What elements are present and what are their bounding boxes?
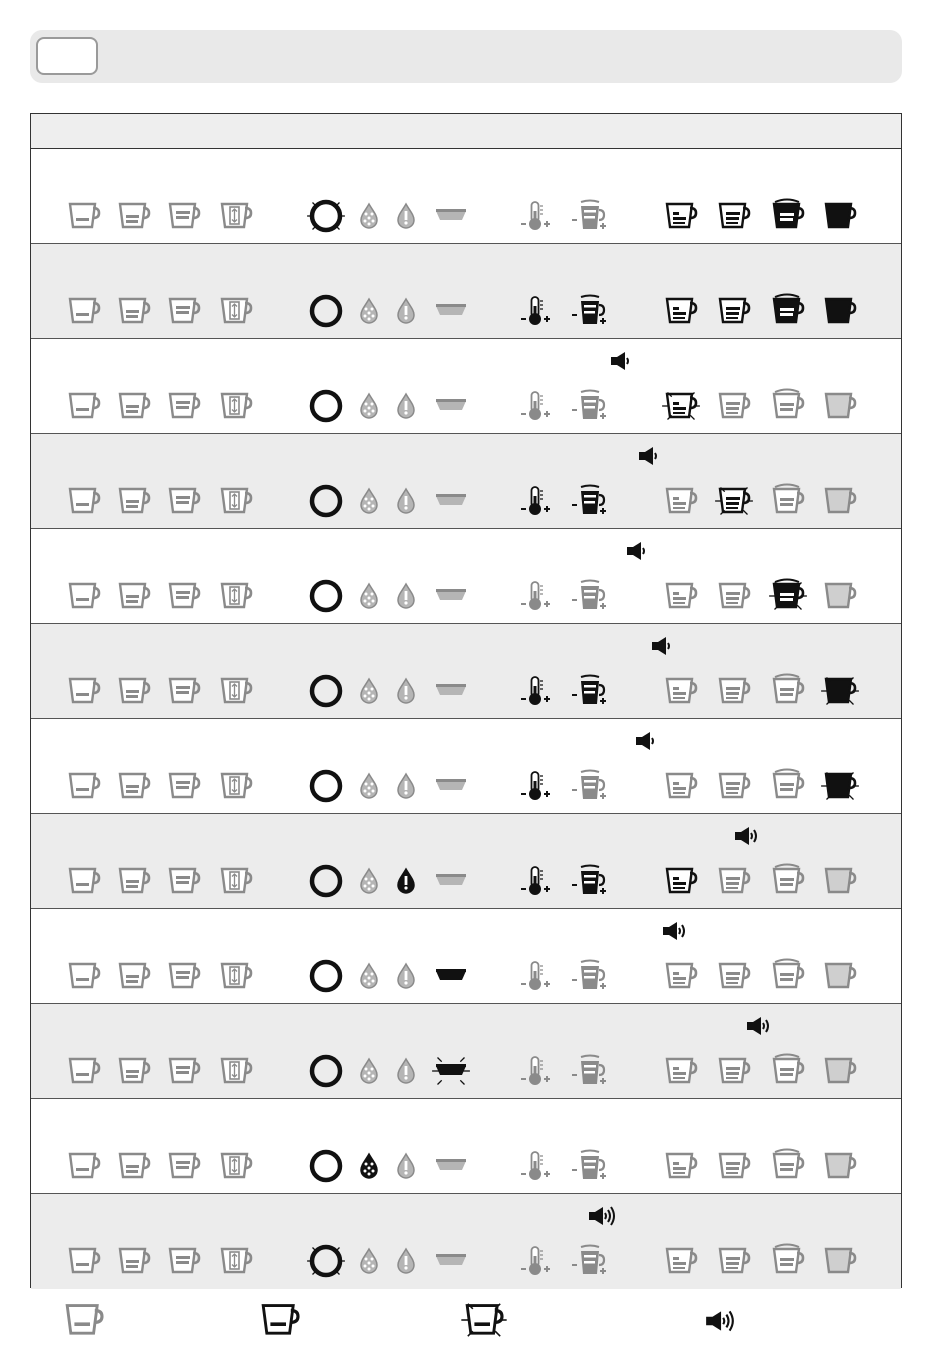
full-cup-level-icon (820, 861, 860, 901)
speaker-icon (587, 1204, 617, 1228)
water-drop-icon (386, 386, 426, 426)
foam-level-icon (768, 766, 808, 806)
cup-size-icon (569, 861, 609, 901)
drip-tray-icon (431, 386, 471, 426)
cup-small-icon (64, 291, 104, 331)
cup-medium-icon (114, 1146, 154, 1186)
cup-adjustable-icon (216, 291, 256, 331)
cup-medium-icon (114, 671, 154, 711)
cup-adjustable-icon (216, 956, 256, 996)
header-chip (36, 37, 98, 75)
cup-medium-icon (114, 1241, 154, 1281)
speaker-icon (704, 1308, 736, 1334)
drip-tray-icon (431, 576, 471, 616)
power-ring-icon (306, 481, 346, 521)
indicator-row (31, 244, 901, 339)
water-drop-icon (386, 671, 426, 711)
water-drop-icon (386, 291, 426, 331)
power-ring-icon (306, 1051, 346, 1091)
speaker-icon (650, 634, 680, 658)
espresso-level-icon (661, 861, 701, 901)
cup-medium-icon (114, 481, 154, 521)
foam-level-icon (768, 481, 808, 521)
water-drop-icon (386, 1051, 426, 1091)
cup-adjustable-icon (216, 671, 256, 711)
espresso-level-icon (661, 576, 701, 616)
speaker-icon (733, 824, 763, 848)
drip-tray-icon (431, 1146, 471, 1186)
cup-medium-icon (114, 766, 154, 806)
descale-drop-icon (349, 1051, 389, 1091)
speaker-icon (637, 444, 667, 468)
espresso-level-icon (661, 386, 701, 426)
power-ring-icon (306, 196, 346, 236)
drip-tray-icon (431, 956, 471, 996)
indicator-row (31, 529, 901, 624)
power-ring-icon (306, 671, 346, 711)
espresso-level-icon (661, 766, 701, 806)
lungo-level-icon (714, 1146, 754, 1186)
lungo-level-icon (714, 956, 754, 996)
full-cup-level-icon (820, 1241, 860, 1281)
lungo-level-icon (714, 576, 754, 616)
temperature-icon (515, 386, 555, 426)
cup-size-icon (569, 766, 609, 806)
indicator-row (31, 719, 901, 814)
cup-medium-icon (114, 291, 154, 331)
espresso-level-icon (661, 481, 701, 521)
power-ring-icon (306, 291, 346, 331)
temperature-icon (515, 861, 555, 901)
cup-small-icon (64, 1241, 104, 1281)
cup-small-icon (64, 481, 104, 521)
cup-adjustable-icon (216, 386, 256, 426)
foam-level-icon (768, 956, 808, 996)
drip-tray-icon (431, 1051, 471, 1091)
speaker-icon (745, 1014, 775, 1038)
water-drop-icon (386, 766, 426, 806)
cup-medium-icon (114, 956, 154, 996)
foam-level-icon (768, 196, 808, 236)
cup-large-icon (164, 1051, 204, 1091)
temperature-icon (515, 1241, 555, 1281)
drip-tray-icon (431, 861, 471, 901)
cup-large-icon (164, 386, 204, 426)
header-bar (30, 30, 902, 83)
cup-medium-icon (114, 196, 154, 236)
temperature-icon (515, 1146, 555, 1186)
water-drop-icon (386, 1241, 426, 1281)
cup-large-icon (164, 576, 204, 616)
power-ring-icon (306, 956, 346, 996)
power-ring-icon (306, 386, 346, 426)
espresso-level-icon (661, 291, 701, 331)
cup-large-icon (164, 766, 204, 806)
foam-level-icon (768, 576, 808, 616)
cup-small-icon (64, 861, 104, 901)
full-cup-level-icon (820, 291, 860, 331)
foam-level-icon (768, 291, 808, 331)
cup-medium-icon (114, 386, 154, 426)
cup-size-icon (569, 1051, 609, 1091)
lungo-level-icon (714, 291, 754, 331)
cup-size-icon (569, 671, 609, 711)
cup-size-icon (569, 1241, 609, 1281)
cup-large-icon (164, 1146, 204, 1186)
lungo-level-icon (714, 766, 754, 806)
espresso-level-icon (661, 1051, 701, 1091)
cup-small-icon (64, 386, 104, 426)
full-cup-level-icon (820, 956, 860, 996)
drip-tray-icon (431, 671, 471, 711)
cup-size-icon (569, 956, 609, 996)
cup-small-icon (64, 766, 104, 806)
descale-drop-icon (349, 386, 389, 426)
lungo-level-icon (714, 196, 754, 236)
indicator-row (31, 909, 901, 1004)
power-ring-icon (306, 766, 346, 806)
indicator-row (31, 624, 901, 719)
water-drop-icon (386, 196, 426, 236)
water-drop-icon (386, 861, 426, 901)
speaker-icon (609, 349, 639, 373)
full-cup-level-icon (820, 196, 860, 236)
cup-size-icon (569, 291, 609, 331)
espresso-level-icon (661, 956, 701, 996)
indicator-row (31, 149, 901, 244)
power-ring-icon (306, 1146, 346, 1186)
power-ring-icon (306, 1241, 346, 1281)
cup-large-icon (164, 481, 204, 521)
cup-small-icon (64, 671, 104, 711)
cup-adjustable-icon (216, 196, 256, 236)
descale-drop-icon (349, 861, 389, 901)
descale-drop-icon (349, 766, 389, 806)
full-cup-level-icon (820, 766, 860, 806)
water-drop-icon (386, 1146, 426, 1186)
speaker-icon (634, 729, 664, 753)
drip-tray-icon (431, 766, 471, 806)
indicator-row (31, 434, 901, 529)
espresso-level-icon (661, 1146, 701, 1186)
lungo-level-icon (714, 861, 754, 901)
cup-medium-icon (114, 1051, 154, 1091)
cup-small-icon (64, 1051, 104, 1091)
indicator-row (31, 1194, 901, 1289)
cup-size-icon (569, 481, 609, 521)
temperature-icon (515, 481, 555, 521)
indicator-table (30, 113, 902, 1288)
lungo-level-icon (714, 1241, 754, 1281)
espresso-level-icon (661, 671, 701, 711)
cup-size-icon (569, 576, 609, 616)
descale-drop-icon (349, 196, 389, 236)
full-cup-level-icon (820, 1146, 860, 1186)
cup-large-icon (164, 956, 204, 996)
descale-drop-icon (349, 576, 389, 616)
indicator-row (31, 1099, 901, 1194)
descale-drop-icon (349, 481, 389, 521)
indicator-row (31, 1004, 901, 1099)
indicator-row (31, 339, 901, 434)
legend-blink-cup-icon (460, 1296, 508, 1344)
cup-small-icon (64, 1146, 104, 1186)
foam-level-icon (768, 1146, 808, 1186)
full-cup-level-icon (820, 386, 860, 426)
cup-medium-icon (114, 861, 154, 901)
legend-off-cup-icon (60, 1296, 108, 1344)
speaker-icon (625, 539, 655, 563)
descale-drop-icon (349, 1241, 389, 1281)
water-drop-icon (386, 576, 426, 616)
full-cup-level-icon (820, 1051, 860, 1091)
cup-large-icon (164, 291, 204, 331)
cup-large-icon (164, 196, 204, 236)
drip-tray-icon (431, 196, 471, 236)
cup-size-icon (569, 196, 609, 236)
indicator-row (31, 814, 901, 909)
temperature-icon (515, 576, 555, 616)
cup-large-icon (164, 671, 204, 711)
cup-size-icon (569, 1146, 609, 1186)
cup-medium-icon (114, 576, 154, 616)
temperature-icon (515, 291, 555, 331)
power-ring-icon (306, 861, 346, 901)
espresso-level-icon (661, 196, 701, 236)
cup-adjustable-icon (216, 1241, 256, 1281)
full-cup-level-icon (820, 671, 860, 711)
cup-small-icon (64, 196, 104, 236)
cup-adjustable-icon (216, 481, 256, 521)
cup-size-icon (569, 386, 609, 426)
temperature-icon (515, 196, 555, 236)
cup-small-icon (64, 956, 104, 996)
full-cup-level-icon (820, 481, 860, 521)
descale-drop-icon (349, 671, 389, 711)
cup-adjustable-icon (216, 1051, 256, 1091)
drip-tray-icon (431, 291, 471, 331)
table-header-row (31, 114, 901, 149)
temperature-icon (515, 671, 555, 711)
cup-large-icon (164, 861, 204, 901)
cup-adjustable-icon (216, 861, 256, 901)
foam-level-icon (768, 861, 808, 901)
water-drop-icon (386, 481, 426, 521)
cup-small-icon (64, 576, 104, 616)
lungo-level-icon (714, 671, 754, 711)
descale-drop-icon (349, 1146, 389, 1186)
drip-tray-icon (431, 1241, 471, 1281)
legend-on-cup-icon (256, 1296, 304, 1344)
water-drop-icon (386, 956, 426, 996)
power-ring-icon (306, 576, 346, 616)
lungo-level-icon (714, 386, 754, 426)
descale-drop-icon (349, 291, 389, 331)
cup-adjustable-icon (216, 576, 256, 616)
cup-adjustable-icon (216, 766, 256, 806)
temperature-icon (515, 766, 555, 806)
foam-level-icon (768, 386, 808, 426)
full-cup-level-icon (820, 576, 860, 616)
speaker-icon (661, 919, 691, 943)
lungo-level-icon (714, 1051, 754, 1091)
temperature-icon (515, 956, 555, 996)
espresso-level-icon (661, 1241, 701, 1281)
descale-drop-icon (349, 956, 389, 996)
cup-large-icon (164, 1241, 204, 1281)
drip-tray-icon (431, 481, 471, 521)
temperature-icon (515, 1051, 555, 1091)
foam-level-icon (768, 1241, 808, 1281)
foam-level-icon (768, 1051, 808, 1091)
cup-adjustable-icon (216, 1146, 256, 1186)
lungo-level-icon (714, 481, 754, 521)
foam-level-icon (768, 671, 808, 711)
